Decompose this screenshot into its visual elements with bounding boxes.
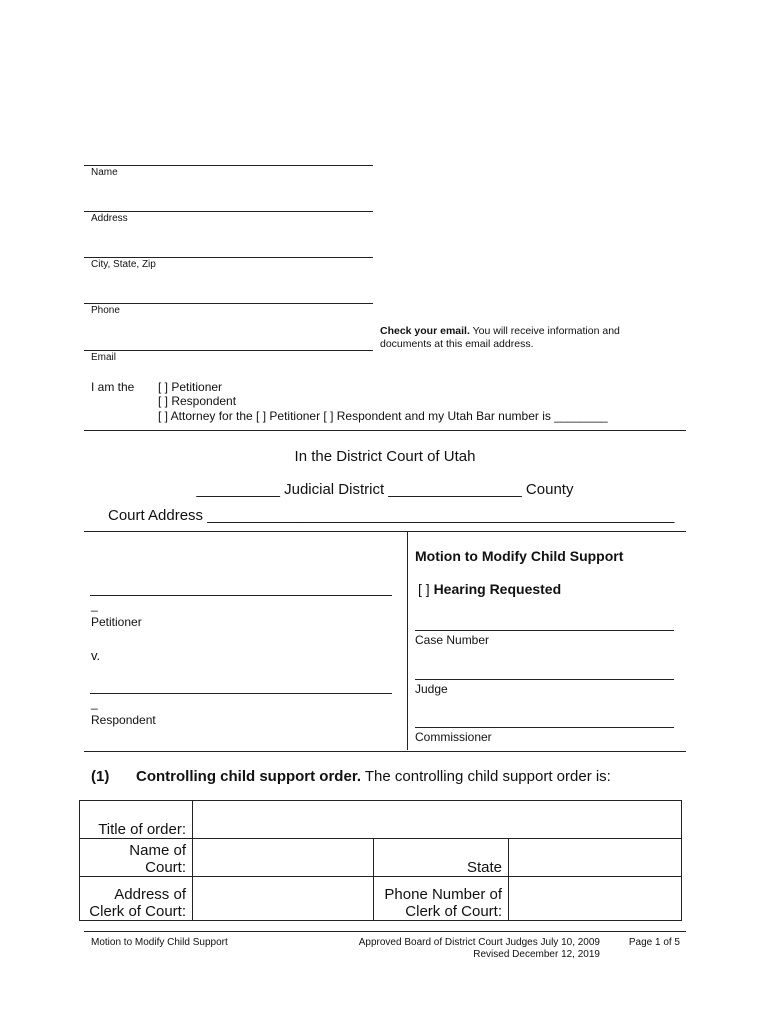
section-number: (1) (91, 768, 110, 785)
commissioner-field[interactable] (415, 727, 674, 728)
caption-box (84, 531, 686, 752)
title-of-order-label: Title of order: (80, 801, 193, 839)
respondent-name-field[interactable] (90, 693, 392, 694)
court-district-line[interactable]: __________ Judicial District ________________ County (196, 481, 574, 498)
court-name-label (80, 839, 193, 877)
clerk-address-label-line2: Clerk of Court: (89, 903, 186, 920)
clerk-address-field[interactable] (193, 877, 374, 921)
court-name-label-line2: Court: (145, 859, 186, 876)
address-field[interactable] (84, 211, 373, 212)
section-1-body: The controlling child support order is: (361, 768, 611, 785)
petitioner-dash: _ (91, 598, 98, 612)
email-label: Email (91, 352, 117, 363)
section-1-heading: Controlling child support order. (136, 768, 361, 785)
case-number-field[interactable] (415, 630, 674, 631)
hearing-requested[interactable] (418, 581, 561, 597)
court-address-line[interactable]: Court Address ________________________________________________________ (108, 507, 675, 524)
phone-field[interactable] (84, 303, 373, 304)
state-field[interactable] (509, 839, 682, 877)
hearing-checkbox[interactable]: [ ] (418, 581, 430, 597)
email-field[interactable] (84, 350, 373, 351)
respondent-dash: _ (91, 696, 98, 710)
case-number-label: Case Number (415, 633, 490, 647)
judge-field[interactable] (415, 679, 674, 680)
footer-approved: Approved Board of District Court Judges July 10, 2009 (358, 937, 600, 948)
city-state-zip-field[interactable] (84, 257, 373, 258)
footer-divider (84, 931, 686, 932)
clerk-address-label-line1: Address of (114, 886, 186, 903)
role-respondent-checkbox[interactable]: [ ] Respondent (158, 394, 237, 408)
commissioner-label: Commissioner (415, 730, 492, 744)
city-state-zip-label: City, State, Zip (91, 259, 156, 270)
clerk-phone-label-line1: Phone Number of (384, 886, 502, 903)
email-note-bold: Check your email. (380, 325, 470, 337)
caption-divider (407, 531, 408, 750)
title-of-order-field[interactable] (193, 801, 682, 839)
order-table (79, 800, 682, 921)
state-label: State (374, 839, 509, 877)
address-label: Address (91, 213, 128, 224)
phone-label: Phone (91, 305, 120, 316)
role-petitioner-checkbox[interactable]: [ ] Petitioner (158, 380, 223, 394)
clerk-phone-field[interactable] (509, 877, 682, 921)
petitioner-label: Petitioner (91, 615, 142, 629)
clerk-phone-label-line2: Clerk of Court: (405, 903, 502, 920)
versus-label: v. (91, 648, 101, 663)
clerk-address-label (80, 877, 193, 921)
petitioner-name-field[interactable] (90, 595, 392, 596)
clerk-phone-label (374, 877, 509, 921)
motion-title: Motion to Modify Child Support (415, 548, 624, 564)
respondent-label: Respondent (91, 713, 156, 727)
role-lead: I am the (91, 380, 135, 394)
divider (84, 430, 686, 431)
email-note-text: You will receive information and documents at this email address. (380, 325, 620, 350)
court-title: In the District Court of Utah (294, 448, 476, 465)
court-name-field[interactable] (193, 839, 374, 877)
footer-form-title: Motion to Modify Child Support (91, 937, 228, 948)
court-name-label-line1: Name of (129, 842, 186, 859)
name-field[interactable] (84, 165, 373, 166)
role-attorney-checkbox[interactable]: [ ] Attorney for the [ ] Petitioner [ ] Respondent and my Utah Bar number is ________ (158, 409, 608, 423)
footer-revised: Revised December 12, 2019 (473, 949, 600, 960)
judge-label: Judge (415, 682, 448, 696)
name-label: Name (91, 167, 118, 178)
email-note (380, 325, 660, 351)
hearing-label: Hearing Requested (433, 581, 562, 597)
section-1-text (136, 768, 611, 785)
footer-page-number: Page 1 of 5 (628, 937, 680, 948)
